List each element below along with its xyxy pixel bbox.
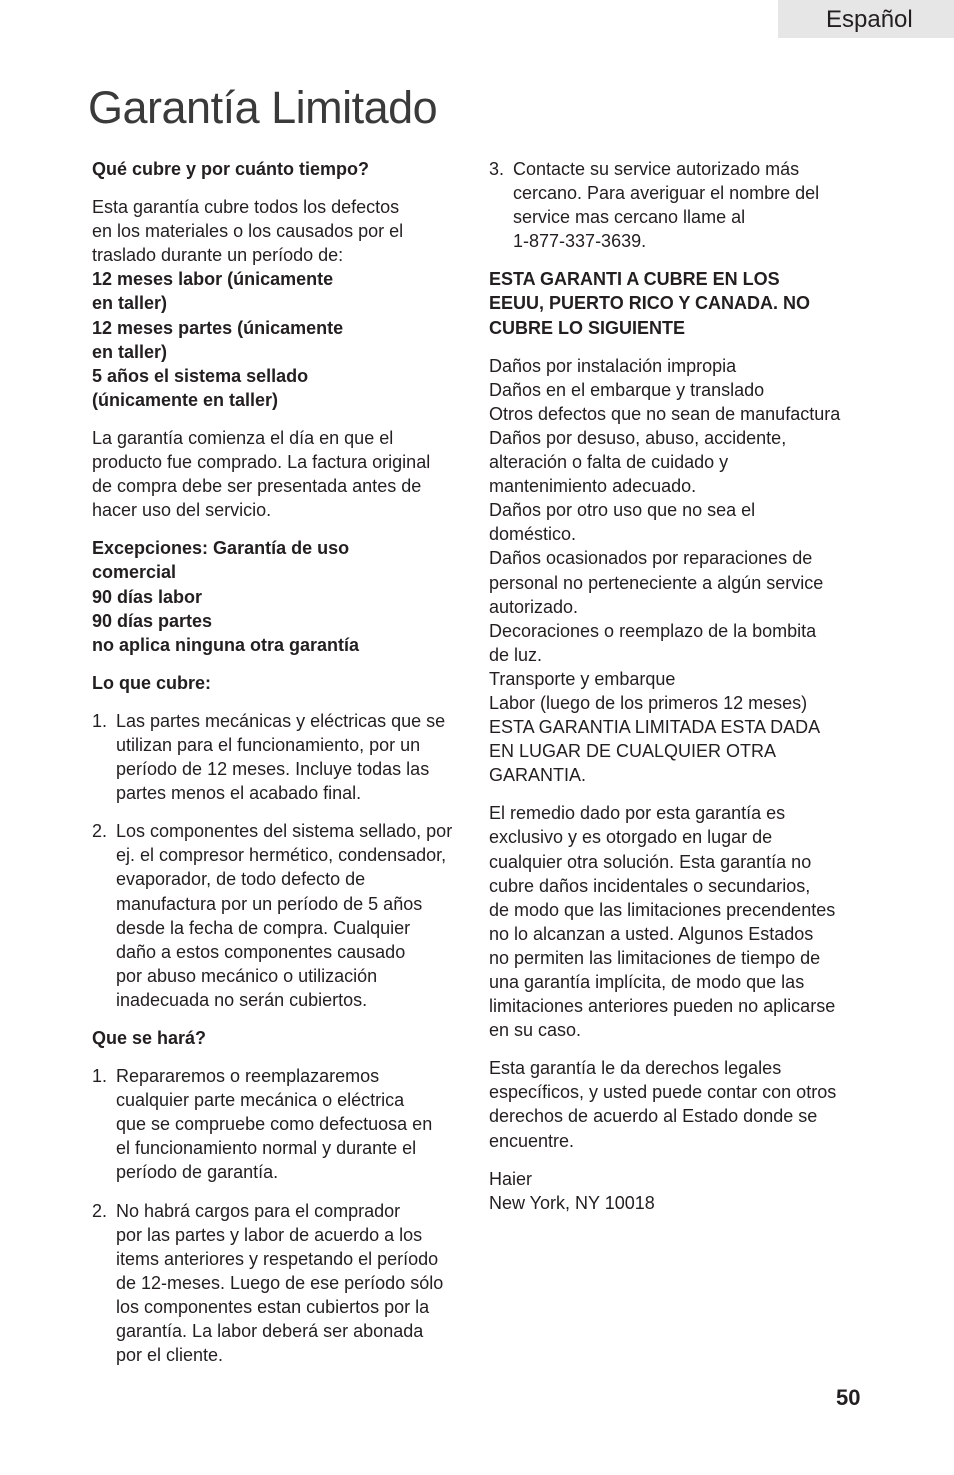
todo-item-2 [92, 1199, 472, 1368]
exclusion-line: ESTA GARANTIA LIMITADA ESTA DADA [489, 717, 821, 738]
item-line: Repararemos o reemplazaremos [116, 1066, 380, 1087]
item-line: período de garantía. [116, 1162, 279, 1183]
coverage-term-line: (únicamente en taller) [92, 389, 279, 410]
covers-item-2 [92, 819, 472, 1012]
start-text-line: La garantía comienza el día en que el [92, 427, 394, 448]
exclusion-heading-line: EEUU, PUERTO RICO Y CANADA. NO [489, 293, 811, 314]
remedy-line: cubre daños incidentales o secundarios, [489, 875, 811, 896]
item-line: garantía. La labor deberá ser abonada [116, 1321, 424, 1342]
exceptions-line: 90 días partes [92, 610, 213, 631]
exclusion-line: mantenimiento adecuado. [489, 476, 697, 497]
exclusion-line: Daños por desuso, abuso, accidente, [489, 427, 787, 448]
start-text-line: hacer uso del servicio. [92, 500, 272, 521]
coverage-intro-line: traslado durante un período de: [92, 245, 344, 266]
coverage-heading: Qué cubre y por cuánto tiempo? [92, 159, 370, 179]
exclusion-line: de luz. [489, 644, 543, 665]
item-line: el funcionamiento normal y durante el [116, 1138, 417, 1159]
item-line: Contacte su service autorizado más [513, 159, 800, 179]
exceptions-block [92, 536, 472, 656]
exclusion-line: personal no perteneciente a algún service [489, 572, 824, 593]
exclusion-line: Otros defectos que no sean de manufactura [489, 403, 841, 424]
exclusions-list [489, 354, 869, 788]
covers-heading: Lo que cubre: [92, 672, 212, 693]
remedy-line: cualquier otra solución. Esta garantía no [489, 851, 812, 872]
exclusion-line: autorizado. [489, 596, 579, 617]
exclusion-heading-line: ESTA GARANTI A CUBRE EN LOS [489, 269, 780, 290]
remedy-line: una garantía implícita, de modo que las [489, 972, 805, 992]
exclusion-line: EN LUGAR DE CUALQUIER OTRA [489, 741, 777, 762]
remedy-line: El remedio dado por esta garantía es [489, 803, 786, 824]
coverage-term-line: 12 meses labor (únicamente [92, 269, 334, 290]
company-city: New York, NY 10018 [489, 1192, 655, 1213]
exclusion-line: Daños por otro uso que no sea el [489, 500, 756, 521]
item-line: período de 12 meses. Incluye todas las [116, 759, 430, 780]
item-line: partes menos el acabado final. [116, 783, 362, 804]
exclusion-line: GARANTIA. [489, 765, 587, 786]
item-line: que se compruebe como defectuosa en [116, 1114, 433, 1135]
item-line: daño a estos componentes causado [116, 941, 406, 962]
item-line: por las partes y labor de acuerdo a los [116, 1224, 423, 1245]
item-line: cercano. Para averiguar el nombre del [513, 183, 820, 204]
coverage-term-line: en taller) [92, 341, 168, 362]
exclusion-line: Labor (luego de los primeros 12 meses) [489, 692, 808, 713]
exclusion-line: doméstico. [489, 524, 577, 545]
coverage-term-line: 5 años el sistema sellado [92, 365, 309, 386]
item-line: los componentes estan cubiertos por la [116, 1296, 430, 1317]
coverage-term-line: 12 meses partes (únicamente [92, 317, 344, 338]
remedy-line: no lo alcanzan a usted. Algunos Estados [489, 923, 814, 944]
coverage-intro-line: Esta garantía cubre todos los defectos [92, 197, 400, 218]
item-number: 1. [92, 710, 108, 731]
todo-heading: Que se hará? [92, 1028, 207, 1048]
language-tab: Español [778, 0, 954, 38]
item-line: Las partes mecánicas y eléctricas que se [116, 710, 446, 731]
remedy-line: en su caso. [489, 1020, 582, 1041]
coverage-term-line: en taller) [92, 293, 168, 314]
item-line: 1-877-337-3639. [513, 231, 647, 252]
exceptions-line: 90 días labor [92, 586, 203, 607]
item-line: manufactura por un período de 5 años [116, 893, 423, 914]
item-line: utilizan para el funcionamiento, por un [116, 734, 421, 755]
rights-paragraph [489, 1056, 869, 1152]
company-name: Haier [489, 1168, 533, 1189]
item-line: cualquier parte mecánica o eléctrica [116, 1090, 405, 1111]
item-line: items anteriores y respetando el período [116, 1248, 439, 1269]
item-number: 3. [489, 159, 505, 179]
coverage-intro-line: en los materiales o los causados por el [92, 221, 404, 242]
right-column [489, 157, 869, 1229]
item-line: ej. el compresor hermético, condensador, [116, 845, 447, 866]
warranty-start-text [92, 426, 472, 522]
rights-line: Esta garantía le da derechos legales [489, 1058, 782, 1079]
exclusion-line: alteración o falta de cuidado y [489, 452, 729, 473]
item-line: No habrá cargos para el comprador [116, 1200, 401, 1221]
exceptions-line: comercial [92, 562, 177, 583]
item-line: desde la fecha de compra. Cualquier [116, 917, 411, 938]
address-block [489, 1167, 869, 1215]
item-line: de 12-meses. Luego de ese período sólo [116, 1272, 444, 1293]
item-number: 2. [92, 1200, 108, 1221]
item-line: por abuso mecánico o utilización [116, 965, 378, 986]
rights-line: derechos de acuerdo al Estado donde se [489, 1106, 818, 1127]
remedy-paragraph [489, 801, 869, 1042]
exceptions-line: no aplica ninguna otra garantía [92, 634, 360, 655]
item-line: service mas cercano llame al [513, 207, 746, 228]
rights-line: específicos, y usted puede contar con otros [489, 1082, 837, 1103]
exclusion-heading [489, 267, 869, 339]
exclusion-heading-line: CUBRE LO SIGUIENTE [489, 317, 686, 338]
exceptions-line: Excepciones: Garantía de uso [92, 538, 350, 559]
exclusion-line: Daños por instalación impropia [489, 355, 737, 376]
page-title: Garantía Limitado [88, 82, 438, 133]
todo-item-3 [489, 157, 869, 253]
remedy-line: de modo que las limitaciones precendentes [489, 899, 836, 920]
start-text-line: de compra debe ser presentada antes de [92, 476, 422, 497]
item-number: 1. [92, 1066, 108, 1087]
item-line: inadecuada no serán cubiertos. [116, 989, 368, 1010]
exclusion-line: Decoraciones o reemplazo de la bombita [489, 620, 817, 641]
start-text-line: producto fue comprado. La factura original [92, 452, 431, 473]
remedy-line: limitaciones anteriores pueden no aplicarse [489, 996, 836, 1017]
exclusion-line: Daños en el embarque y translado [489, 379, 765, 400]
exclusion-line: Transporte y embarque [489, 668, 676, 689]
rights-line: encuentre. [489, 1130, 575, 1151]
left-column [92, 157, 472, 1381]
item-number: 2. [92, 821, 108, 842]
todo-item-1 [92, 1064, 472, 1184]
remedy-line: exclusivo y es otorgado en lugar de [489, 827, 773, 848]
item-line: evaporador, de todo defecto de [116, 869, 366, 890]
exclusion-line: Daños ocasionados por reparaciones de [489, 548, 813, 569]
item-line: por el cliente. [116, 1345, 224, 1366]
covers-item-1 [92, 709, 472, 805]
page-number: 50 [836, 1385, 861, 1410]
coverage-intro [92, 195, 472, 412]
item-line: Los componentes del sistema sellado, por [116, 821, 453, 842]
remedy-line: no permiten las limitaciones de tiempo de [489, 947, 821, 968]
